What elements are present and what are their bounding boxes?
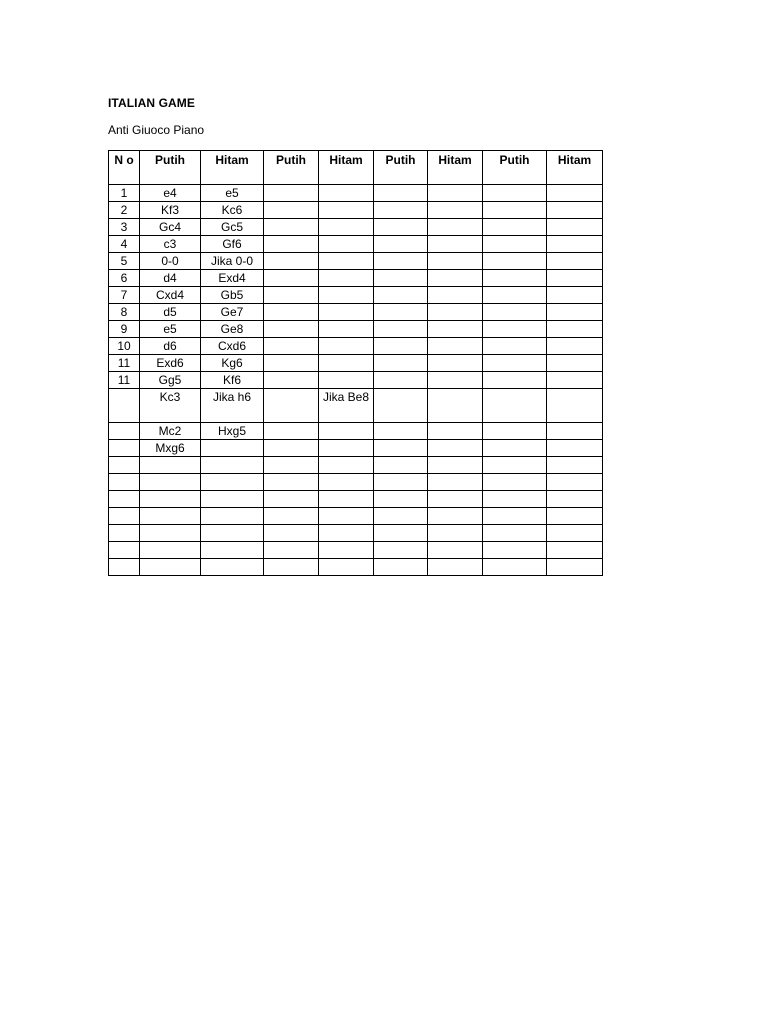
move-cell <box>140 559 201 576</box>
move-number-cell: 10 <box>109 338 140 355</box>
move-number-cell: 3 <box>109 219 140 236</box>
moves-table-body <box>109 185 603 576</box>
header-cell-black: Hitam <box>319 151 374 185</box>
move-cell <box>483 287 547 304</box>
move-cell <box>374 542 428 559</box>
move-cell <box>428 236 483 253</box>
move-cell <box>374 253 428 270</box>
move-cell <box>483 219 547 236</box>
move-cell: Kg6 <box>201 355 264 372</box>
move-cell <box>428 253 483 270</box>
move-cell <box>374 202 428 219</box>
move-cell <box>428 440 483 457</box>
move-cell <box>483 491 547 508</box>
move-cell <box>374 525 428 542</box>
move-cell <box>319 457 374 474</box>
table-row <box>109 559 603 576</box>
move-number-cell: 1 <box>109 185 140 202</box>
move-cell <box>201 508 264 525</box>
move-cell <box>140 508 201 525</box>
move-cell <box>264 253 319 270</box>
move-cell <box>201 559 264 576</box>
move-cell <box>428 457 483 474</box>
move-cell <box>483 270 547 287</box>
moves-table <box>108 150 603 576</box>
move-cell <box>547 440 603 457</box>
move-cell: e5 <box>201 185 264 202</box>
move-cell <box>140 525 201 542</box>
move-cell <box>374 270 428 287</box>
move-cell <box>483 474 547 491</box>
move-cell <box>374 355 428 372</box>
move-cell <box>483 338 547 355</box>
table-row <box>109 321 603 338</box>
table-row <box>109 185 603 202</box>
move-cell: Jika 0-0 <box>201 253 264 270</box>
move-cell: 0-0 <box>140 253 201 270</box>
header-cell-white: Putih <box>140 151 201 185</box>
move-cell <box>547 185 603 202</box>
move-cell <box>264 542 319 559</box>
move-cell <box>483 508 547 525</box>
move-number-cell <box>109 525 140 542</box>
move-cell <box>319 372 374 389</box>
move-cell: Cxd6 <box>201 338 264 355</box>
move-cell <box>264 236 319 253</box>
move-cell: Mxg6 <box>140 440 201 457</box>
header-cell-number: N o <box>109 151 140 185</box>
move-cell <box>319 440 374 457</box>
move-cell <box>547 338 603 355</box>
move-number-cell: 4 <box>109 236 140 253</box>
header-row <box>109 151 603 185</box>
move-cell <box>547 270 603 287</box>
move-cell <box>428 219 483 236</box>
move-cell <box>319 304 374 321</box>
move-cell <box>319 270 374 287</box>
move-cell <box>264 321 319 338</box>
move-cell <box>319 321 374 338</box>
move-cell <box>374 440 428 457</box>
move-cell <box>140 491 201 508</box>
move-cell: Kc3 <box>140 389 201 423</box>
move-cell <box>264 270 319 287</box>
move-number-cell: 6 <box>109 270 140 287</box>
move-cell <box>264 219 319 236</box>
move-number-cell <box>109 440 140 457</box>
table-row <box>109 202 603 219</box>
move-cell <box>483 372 547 389</box>
move-cell <box>264 457 319 474</box>
move-cell <box>428 185 483 202</box>
move-cell <box>201 491 264 508</box>
move-cell <box>374 219 428 236</box>
header-cell-white: Putih <box>264 151 319 185</box>
move-cell <box>264 287 319 304</box>
table-row <box>109 423 603 440</box>
move-cell <box>483 542 547 559</box>
move-number-cell <box>109 559 140 576</box>
header-cell-white: Putih <box>374 151 428 185</box>
header-cell-black: Hitam <box>547 151 603 185</box>
table-row <box>109 270 603 287</box>
move-cell: Gf6 <box>201 236 264 253</box>
move-cell: Kf3 <box>140 202 201 219</box>
move-cell <box>428 508 483 525</box>
move-cell: Hxg5 <box>201 423 264 440</box>
move-cell: c3 <box>140 236 201 253</box>
move-cell <box>264 202 319 219</box>
move-cell <box>264 559 319 576</box>
table-row <box>109 372 603 389</box>
move-cell <box>428 287 483 304</box>
move-cell <box>264 389 319 423</box>
document-subtitle: Anti Giuoco Piano <box>108 123 205 137</box>
move-cell <box>319 287 374 304</box>
move-cell <box>428 474 483 491</box>
move-cell <box>483 440 547 457</box>
move-cell: Ge7 <box>201 304 264 321</box>
move-cell <box>428 542 483 559</box>
move-cell <box>264 372 319 389</box>
table-row <box>109 508 603 525</box>
table-row <box>109 287 603 304</box>
move-cell <box>428 423 483 440</box>
table-row <box>109 253 603 270</box>
move-cell <box>374 185 428 202</box>
move-cell <box>140 457 201 474</box>
move-cell <box>547 474 603 491</box>
move-cell <box>319 525 374 542</box>
header-cell-black: Hitam <box>428 151 483 185</box>
move-cell <box>483 423 547 440</box>
move-cell <box>374 423 428 440</box>
move-cell <box>319 202 374 219</box>
move-cell <box>483 525 547 542</box>
move-cell <box>483 559 547 576</box>
move-cell <box>428 304 483 321</box>
move-cell <box>547 508 603 525</box>
move-cell <box>264 304 319 321</box>
move-cell <box>319 185 374 202</box>
move-cell <box>201 542 264 559</box>
move-cell <box>264 440 319 457</box>
move-cell <box>428 372 483 389</box>
move-cell: e5 <box>140 321 201 338</box>
move-number-cell <box>109 457 140 474</box>
move-cell: Kc6 <box>201 202 264 219</box>
header-cell-white: Putih <box>483 151 547 185</box>
move-cell <box>374 508 428 525</box>
move-cell: Exd6 <box>140 355 201 372</box>
move-number-cell <box>109 423 140 440</box>
table-row <box>109 389 603 423</box>
move-cell <box>140 542 201 559</box>
move-cell: Mc2 <box>140 423 201 440</box>
move-cell <box>483 202 547 219</box>
move-cell <box>374 321 428 338</box>
move-cell <box>428 338 483 355</box>
move-number-cell <box>109 389 140 423</box>
move-cell <box>547 355 603 372</box>
move-cell: Ge8 <box>201 321 264 338</box>
document-title: ITALIAN GAME <box>108 96 195 110</box>
move-cell <box>483 236 547 253</box>
move-number-cell: 11 <box>109 355 140 372</box>
move-cell <box>428 321 483 338</box>
move-cell <box>319 338 374 355</box>
move-number-cell: 2 <box>109 202 140 219</box>
move-cell <box>428 389 483 423</box>
move-cell <box>374 491 428 508</box>
move-cell <box>264 355 319 372</box>
move-cell <box>483 457 547 474</box>
move-cell <box>201 474 264 491</box>
move-cell <box>319 491 374 508</box>
move-cell <box>483 253 547 270</box>
move-cell <box>374 236 428 253</box>
move-cell: e4 <box>140 185 201 202</box>
table-row <box>109 542 603 559</box>
move-cell <box>483 304 547 321</box>
move-number-cell: 11 <box>109 372 140 389</box>
move-cell <box>201 525 264 542</box>
move-cell <box>428 270 483 287</box>
table-row <box>109 304 603 321</box>
move-cell <box>547 202 603 219</box>
move-cell <box>547 525 603 542</box>
move-cell <box>428 491 483 508</box>
move-cell <box>319 474 374 491</box>
move-cell <box>264 491 319 508</box>
table-row <box>109 219 603 236</box>
move-cell: Exd4 <box>201 270 264 287</box>
move-cell <box>264 338 319 355</box>
move-cell <box>264 423 319 440</box>
move-cell <box>547 219 603 236</box>
move-number-cell <box>109 474 140 491</box>
move-cell <box>483 355 547 372</box>
move-cell <box>547 457 603 474</box>
move-cell: d4 <box>140 270 201 287</box>
move-cell <box>319 559 374 576</box>
move-cell <box>374 372 428 389</box>
move-cell <box>547 423 603 440</box>
move-cell <box>428 202 483 219</box>
move-cell <box>374 389 428 423</box>
move-number-cell: 7 <box>109 287 140 304</box>
move-cell <box>547 559 603 576</box>
move-cell <box>547 389 603 423</box>
move-number-cell <box>109 542 140 559</box>
move-cell <box>374 559 428 576</box>
move-cell <box>547 253 603 270</box>
move-cell: Gb5 <box>201 287 264 304</box>
move-cell <box>428 525 483 542</box>
move-cell <box>319 253 374 270</box>
move-cell <box>374 457 428 474</box>
move-cell <box>264 525 319 542</box>
move-cell <box>547 372 603 389</box>
move-cell: Gc5 <box>201 219 264 236</box>
move-cell <box>319 236 374 253</box>
table-row <box>109 355 603 372</box>
table-row <box>109 474 603 491</box>
move-cell <box>428 559 483 576</box>
move-cell: Gg5 <box>140 372 201 389</box>
table-row <box>109 440 603 457</box>
move-cell <box>374 474 428 491</box>
move-cell <box>319 423 374 440</box>
move-cell <box>201 457 264 474</box>
move-cell <box>374 287 428 304</box>
move-cell <box>140 474 201 491</box>
move-number-cell: 5 <box>109 253 140 270</box>
move-cell <box>201 440 264 457</box>
move-cell: Jika Be8 <box>319 389 374 423</box>
move-cell: Jika h6 <box>201 389 264 423</box>
move-cell <box>428 355 483 372</box>
move-cell <box>319 219 374 236</box>
table-row <box>109 525 603 542</box>
move-cell: d5 <box>140 304 201 321</box>
move-cell <box>319 355 374 372</box>
move-cell: Cxd4 <box>140 287 201 304</box>
move-number-cell <box>109 508 140 525</box>
move-cell <box>483 321 547 338</box>
moves-table-header <box>109 151 603 185</box>
move-cell <box>264 185 319 202</box>
move-cell <box>547 491 603 508</box>
move-cell <box>547 321 603 338</box>
move-cell <box>374 338 428 355</box>
move-number-cell <box>109 491 140 508</box>
move-number-cell: 8 <box>109 304 140 321</box>
move-cell <box>547 542 603 559</box>
move-cell: Gc4 <box>140 219 201 236</box>
table-row <box>109 491 603 508</box>
move-cell <box>264 508 319 525</box>
move-cell <box>483 389 547 423</box>
move-cell: Kf6 <box>201 372 264 389</box>
move-cell <box>483 185 547 202</box>
move-number-cell: 9 <box>109 321 140 338</box>
move-cell <box>547 236 603 253</box>
table-row <box>109 338 603 355</box>
table-row <box>109 236 603 253</box>
table-row <box>109 457 603 474</box>
move-cell <box>319 542 374 559</box>
move-cell <box>319 508 374 525</box>
move-cell <box>547 287 603 304</box>
move-cell <box>374 304 428 321</box>
move-cell: d6 <box>140 338 201 355</box>
move-cell <box>264 474 319 491</box>
header-cell-black: Hitam <box>201 151 264 185</box>
move-cell <box>547 304 603 321</box>
